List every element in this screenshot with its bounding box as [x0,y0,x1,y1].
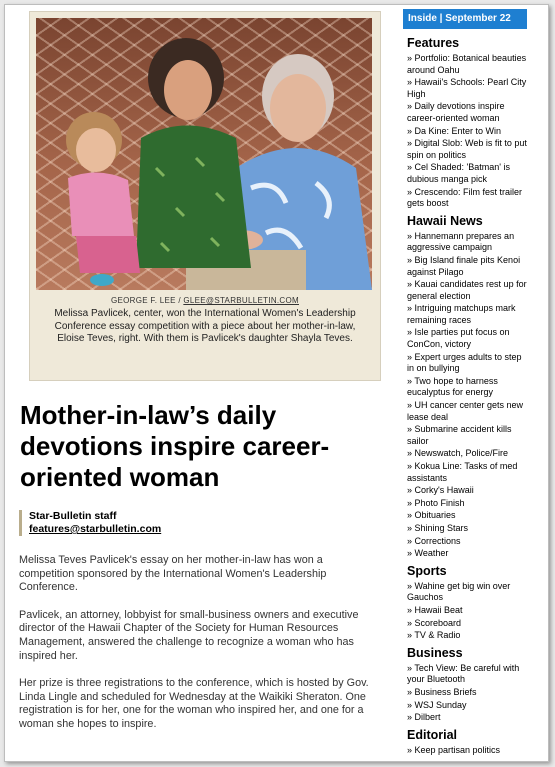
sidebar-list-item [407,498,531,510]
sidebar-link[interactable]: » Kokua Line: Tasks of med assistants [407,461,518,483]
sidebar-link[interactable]: » Corky's Hawaii [407,485,474,496]
sidebar-link[interactable]: » Daily devotions inspire career-oriented woman [407,101,505,123]
sidebar-list-item [407,53,531,76]
sidebar-list-item [407,126,531,138]
sidebar-link[interactable]: » Shining Stars [407,522,469,533]
photo-box [29,11,381,381]
article-headline: Mother-in-law’s daily devotions inspire career-oriented woman [20,400,330,492]
sidebar-link[interactable]: » Wahine get big win over Gauchos [407,580,511,603]
sidebar-link[interactable]: » Hannemann prepares an aggressive campaign [407,230,515,253]
sidebar-list-item [407,162,531,185]
sidebar-section-title: Business [407,645,463,660]
sidebar [407,35,531,759]
sidebar-list-item [407,101,531,124]
sidebar-list-item [407,700,531,712]
sidebar-link[interactable]: » Intriguing matchups mark remaining races [407,303,516,325]
sidebar-list-item [407,187,531,210]
sidebar-section-title: Sports [407,563,447,578]
sidebar-link-list [407,745,531,757]
sidebar-link[interactable]: » Corrections [407,535,461,546]
photo-illustration [36,18,372,290]
byline [19,510,161,536]
sidebar-list-item [407,138,531,161]
sidebar-list-item [407,536,531,548]
sidebar-link[interactable]: » Portfolio: Botanical beauties around Oahu [407,53,527,75]
sidebar-list-item [407,77,531,100]
sidebar-link[interactable]: » Keep partisan politics [407,744,501,755]
sidebar-link[interactable]: » WSJ Sunday [407,699,467,710]
child-shirt [68,172,134,236]
sidebar-list-item [407,448,531,460]
photo-credit-name: GEORGE F. LEE / [110,296,184,305]
sidebar-list-item [407,461,531,484]
sidebar-list-item [407,712,531,724]
child-face [76,128,116,172]
sidebar-link[interactable]: » Newswatch, Police/Fire [407,448,509,459]
sidebar-link[interactable]: » Digital Slob: Web is fit to put spin on politics [407,138,527,160]
sidebar-link[interactable]: » Da Kine: Enter to Win [407,125,502,136]
center-face [164,60,212,120]
sidebar-link[interactable]: » Photo Finish [407,497,465,508]
sidebar-link[interactable]: » Dilbert [407,712,441,723]
page-frame [4,4,549,762]
sidebar-link[interactable]: » Two hope to harness eucalyptus for energy [407,375,498,398]
sidebar-list-item [407,352,531,375]
sidebar-list-item [407,523,531,535]
article-photo [36,18,372,290]
sidebar-link[interactable]: » Submarine accident kills sailor [407,424,512,446]
sidebar-link[interactable]: » Business Briefs [407,686,477,697]
sidebar-list-item [407,279,531,302]
sidebar-list-item [407,663,531,686]
sidebar-list-item [407,630,531,642]
photo-caption: Melissa Pavlicek, center, won the International Women's Leadership Conference essay competition with a piece about her mother-in-law, Eloise Teves, right. With them is Pavlicek's daughter Shayla Teves. [54,308,356,345]
sidebar-section-title: Editorial [407,727,458,742]
sidebar-list-item [407,255,531,278]
sidebar-list-item [407,327,531,350]
sidebar-link[interactable]: » Weather [407,548,449,559]
sidebar-list-item [407,581,531,604]
sidebar-link[interactable]: » Big Island finale pits Kenoi against Pilago [407,254,521,277]
sidebar-link[interactable]: » UH cancer center gets new lease deal [407,400,524,422]
sidebar-link-list [407,663,531,724]
sidebar-section-title: Hawaii News [407,213,483,228]
sidebar-list-item [407,687,531,699]
sidebar-link[interactable]: » Hawaii Beat [407,604,463,615]
sidebar-list-item [407,745,531,757]
sidebar-list-item [407,605,531,617]
byline-email-link[interactable]: features@starbulletin.com [29,523,162,535]
photo-credit-email-link[interactable]: GLEE@STARBULLETIN.COM [183,296,299,305]
sidebar-list-item [407,303,531,326]
sidebar-link-list [407,581,531,642]
center-dress [136,126,251,269]
sidebar-link-list [407,231,531,560]
sidebar-link[interactable]: » Isle parties put focus on ConCon, victory [407,327,510,350]
sidebar-link[interactable]: » TV & Radio [407,630,461,641]
sidebar-link[interactable]: » Crescendo: Film fest trailer gets boost [407,186,523,209]
sidebar-list-item [407,424,531,447]
article-paragraph: Pavlicek, an attorney, lobbyist for small-business owners and executive director of the Hawaii Chapter of the Society for Human Resources Management, answered the challenge to recognize a woman who has inspired her. [19,608,359,662]
sidebar-list-item [407,548,531,560]
sidebar-link[interactable]: » Expert urges adults to step in on bullying [407,351,522,374]
sidebar-list-item [407,231,531,254]
child-pants [76,236,140,273]
sidebar-link-list [407,53,531,210]
sidebar-list-item [407,400,531,423]
inside-date-bar: Inside | September 22 [403,9,527,29]
sidebar-list-item [407,376,531,399]
elder-face [270,74,326,142]
sidebar-link[interactable]: » Tech View: Be careful with your Bluetooth [407,662,520,685]
sidebar-link[interactable]: » Hawaii's Schools: Pearl City High [407,77,527,99]
article-paragraph: Her prize is three registrations to the conference, which is hosted by Gov. Linda Lingle and scheduled for Wednesday at the Waikiki Sheraton. One registration is for her, one for the woman who inspired her, and one for a woman she hopes to inspire. [19,677,369,730]
sidebar-list-item [407,618,531,630]
sidebar-list-item [407,485,531,497]
sidebar-link[interactable]: » Scoreboard [407,617,462,628]
photo-credit [30,296,380,305]
sidebar-link[interactable]: » Kauai candidates rest up for general election [407,279,527,301]
sidebar-section-title: Features [407,36,460,50]
article-paragraph: Melissa Teves Pavlicek's essay on her mother-in-law has won a competition sponsored by the International Women's Leadership Conference. [19,554,327,594]
sidebar-list-item [407,510,531,522]
byline-staff: Star-Bulletin staff [29,510,117,522]
sidebar-link[interactable]: » Obituaries [407,510,456,521]
article-body [19,554,379,746]
sidebar-link[interactable]: » Cel Shaded: 'Batman' is dubious manga pick [407,162,510,184]
